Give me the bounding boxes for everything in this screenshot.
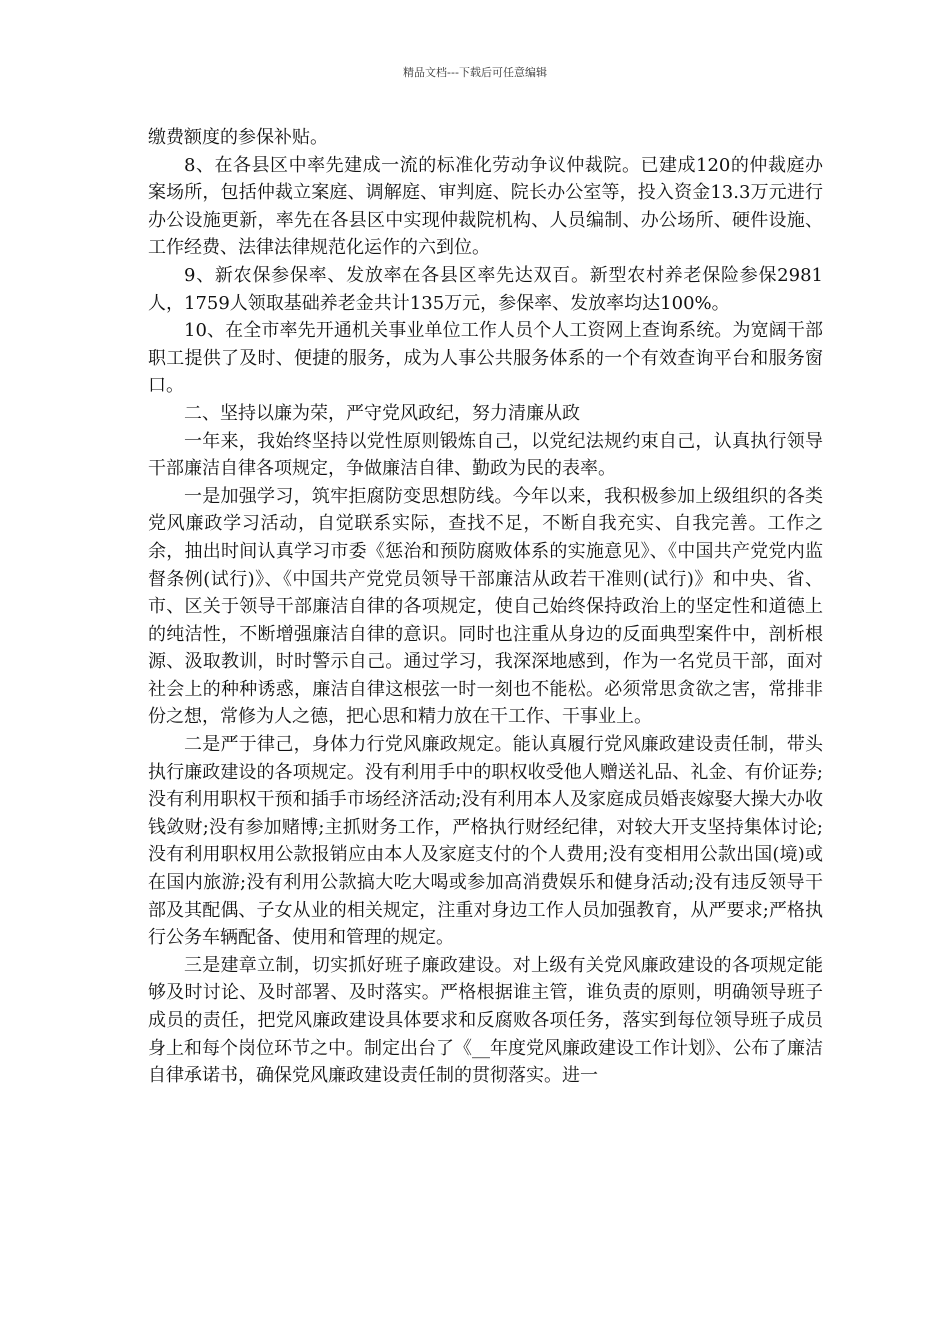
paragraph-6: 一是加强学习，筑牢拒腐防变思想防线。今年以来，我积极参加上级组织的各类党风廉政学习活动，自觉联系实际，查找不足，不断自我充实、自我完善。工作之余，抽出时间认真学习市委《惩治和预防腐败体系的实施意见》、《中国共产党党内监督条例(试行)》、《中国共产党党员领导干部廉洁从政若干准则(试行)》和中央、省、市、区关于领导干部廉洁自律的各项规定，使自己始终保持政治上的坚定性和道德上的纯洁性，不断增强廉洁自律的意识。同时也注重从身边的反面典型案件中，剖析根源、汲取教训，时时警示自己。通过学习，我深深地感到，作为一名党员干部，面对社会上的种种诱惑，廉洁自律这根弦一时一刻也不能松。必须常思贪欲之害，常排非份之想，常修为人之德，把心思和精力放在干工作、干事业上。 xyxy=(148,485,823,728)
paragraph-4: 10、在全市率先开通机关事业单位工作人员个人工资网上查询系统。为宽阔干部职工提供了及时、便捷的服务，成为人事公共服务体系的一个有效查询平台和服务窗口。 xyxy=(148,320,823,397)
paragraph-7: 二是严于律己，身体力行党风廉政规定。能认真履行党风廉政建设责任制，带头执行廉政建设的各项规定。没有利用手中的职权收受他人赠送礼品、礼金、有价证券;没有利用职权干预和插手市场经济活动;没有利用本人及家庭成员婚丧嫁娶大操大办收钱敛财;没有参加赌博;主抓财务工作，严格执行财经纪律，对较大开支坚持集体讨论;没有利用职权用公款报销应由本人及家庭支付的个人费用;没有变相用公款出国(境)或在国内旅游;没有利用公款搞大吃大喝或参加高消费娱乐和健身活动;没有违反领导干部及其配偶、子女从业的相关规定，注重对身边工作人员加强教育，从严要求;严格执行公务车辆配备、使用和管理的规定。 xyxy=(148,734,823,949)
paragraph-3: 9、新农保参保率、发放率在各县区率先达双百。新型农村养老保险参保2981人，1759人领取基础养老金共计135万元，参保率、发放率均达100%。 xyxy=(148,264,823,314)
document-body xyxy=(148,124,823,1090)
paragraph-8: 三是建章立制，切实抓好班子廉政建设。对上级有关党风廉政建设的各项规定能够及时讨论、及时部署、及时落实。严格根据谁主管，谁负责的原则，明确领导班子成员的责任，把党风廉政建设具体要求和反腐败各项任务，落实到每位领导班子成员身上和每个岗位环节之中。制定出台了《__年度党风廉政建设工作计划》、公布了廉洁自律承诺书，确保党风廉政建设责任制的贯彻落实。进一 xyxy=(148,954,823,1087)
section-heading: 二、坚持以廉为荣，严守党风政纪，努力清廉从政 xyxy=(184,402,580,424)
paragraph-5: 一年来，我始终坚持以党性原则锻炼自己，以党纪法规约束自己，认真执行领导干部廉洁自律各项规定，争做廉洁自律、勤政为民的表率。 xyxy=(148,430,823,480)
paragraph-1: 缴费额度的参保补贴。 xyxy=(148,127,328,148)
paragraph-2: 8、在各县区中率先建成一流的标准化劳动争议仲裁院。已建成120的仲裁庭办案场所，包括仲裁立案庭、调解庭、审判庭、院长办公室等，投入资金13.3万元进行办公设施更新，率先在各县区中实现仲裁院机构、人员编制、办公场所、硬件设施、工作经费、法律法律规范化运作的六到位。 xyxy=(148,154,823,259)
page-header: 精品文档---下载后可任意编辑 xyxy=(403,66,547,79)
